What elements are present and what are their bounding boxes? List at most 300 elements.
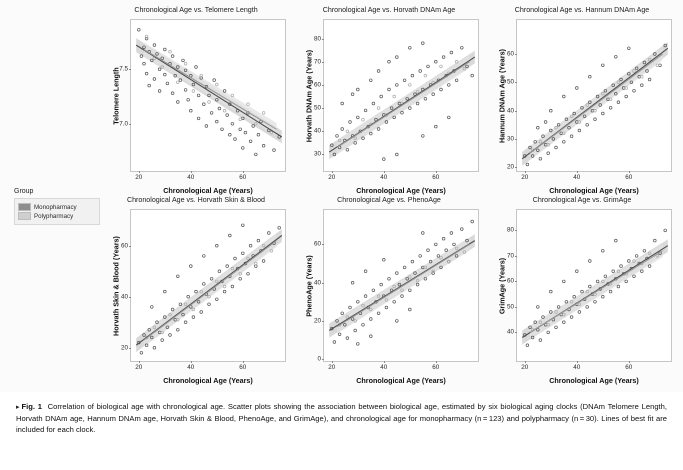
x-tick-mark [384, 361, 385, 363]
x-tick-mark [332, 361, 333, 363]
data-point [333, 341, 336, 344]
data-point [210, 112, 213, 115]
data-point [267, 232, 270, 235]
data-point [362, 323, 365, 326]
data-point [346, 337, 349, 340]
y-tick-label: 60 [120, 242, 128, 250]
data-point [403, 79, 406, 82]
y-axis-label-3: Horvath Skin & Blood (Years) [111, 235, 121, 336]
data-point [249, 140, 252, 143]
data-point [440, 65, 443, 68]
y-tick-label: 80 [313, 35, 321, 43]
data-point [184, 89, 187, 92]
chart-plot-area-3 [120, 209, 286, 371]
data-point [341, 102, 344, 105]
x-tick-mark [191, 171, 192, 173]
data-point [218, 270, 221, 273]
x-tick-label: 40 [573, 364, 581, 371]
data-point [166, 82, 169, 85]
y-tick-label: 7.0 [119, 120, 128, 128]
legend-swatch-polypharmacy [18, 212, 31, 220]
data-point [176, 81, 179, 84]
data-point [382, 158, 385, 161]
data-point [208, 101, 211, 104]
data-point [197, 117, 200, 120]
y-tick-label: 40 [506, 107, 514, 115]
chart-panel-1 [293, 6, 485, 196]
data-point [364, 270, 367, 273]
y-tick-mark [322, 108, 324, 109]
data-point [205, 125, 208, 128]
figure-caption [0, 392, 683, 470]
x-tick-label: 20 [521, 364, 529, 371]
data-point [411, 74, 414, 77]
y-tick-label: 40 [120, 293, 128, 301]
data-point [578, 311, 581, 314]
data-point [364, 295, 367, 298]
x-tick-mark [139, 171, 140, 173]
data-point [395, 320, 398, 323]
data-point [549, 290, 552, 293]
y-tick-mark [322, 85, 324, 86]
data-point [169, 334, 172, 337]
legend-title: Group [14, 188, 34, 195]
x-tick-label: 40 [380, 364, 388, 371]
chart-title-5: Chronological Age vs. GrimAge [532, 196, 632, 204]
data-point [278, 226, 281, 229]
x-axis-label-4: Chronological Age (Years) [356, 376, 446, 385]
chart-plot-area-4 [313, 209, 479, 371]
fit-line [136, 236, 282, 346]
data-point [176, 101, 179, 104]
data-point [570, 135, 573, 138]
data-point [341, 312, 344, 315]
data-point [176, 328, 179, 331]
y-tick-mark [515, 82, 517, 83]
x-tick-label: 60 [239, 174, 247, 181]
legend-label-monopharmacy: Monopharmacy [34, 203, 77, 211]
data-point [625, 95, 628, 98]
data-point [369, 132, 372, 135]
data-point [395, 56, 398, 59]
data-point [231, 285, 234, 288]
y-tick-label: 40 [506, 328, 514, 336]
data-point [555, 326, 558, 329]
chart-title-1: Chronological Age vs. Horvath DNAm Age [322, 6, 456, 14]
data-point [427, 65, 430, 68]
data-point [362, 118, 365, 121]
data-point [604, 275, 607, 278]
y-tick-label: 20 [120, 344, 128, 352]
y-tick-mark [322, 39, 324, 40]
chart-panel-3 [100, 196, 292, 386]
y-tick-mark [515, 54, 517, 55]
data-point [239, 128, 242, 131]
legend-swatch-monopharmacy [18, 203, 31, 211]
data-point [416, 102, 419, 105]
data-point [421, 42, 424, 45]
data-point [408, 289, 411, 292]
data-point [586, 123, 589, 126]
data-point [226, 265, 229, 268]
data-point [234, 138, 237, 141]
chart-plot-area-5 [506, 209, 672, 371]
fit-line [337, 62, 470, 148]
x-tick-mark [577, 171, 578, 173]
data-point [145, 72, 148, 75]
y-tick-mark [515, 332, 517, 333]
data-point [620, 265, 623, 268]
data-point [262, 112, 265, 115]
data-point [635, 255, 638, 258]
data-point [202, 283, 205, 286]
data-point [257, 239, 260, 242]
data-point [612, 270, 615, 273]
data-point [369, 335, 372, 338]
data-point [643, 249, 646, 252]
data-point [202, 255, 205, 258]
data-point [648, 78, 651, 81]
y-tick-label: 60 [506, 50, 514, 58]
data-point [380, 283, 383, 286]
data-point [241, 147, 244, 150]
data-point [184, 62, 187, 65]
data-point [215, 244, 218, 247]
chart-canvas-4 [324, 210, 480, 363]
y-tick-label: 60 [506, 277, 514, 285]
y-tick-mark [515, 111, 517, 112]
data-point [187, 98, 190, 101]
data-point [547, 331, 550, 334]
x-tick-mark [629, 361, 630, 363]
data-point [609, 106, 612, 109]
data-point [364, 109, 367, 112]
data-point [247, 103, 250, 106]
data-point [273, 149, 276, 152]
data-point [150, 306, 153, 309]
data-point [434, 243, 437, 246]
data-point [228, 133, 231, 136]
y-tick-mark [322, 154, 324, 155]
data-point [536, 306, 539, 309]
data-point [192, 316, 195, 319]
chart-title-4: Chronological Age vs. PhenoAge [337, 196, 441, 204]
data-point [385, 306, 388, 309]
y-tick-label: 50 [313, 104, 321, 112]
fit-line [337, 244, 470, 326]
y-tick-label: 80 [506, 226, 514, 234]
data-point [578, 129, 581, 132]
data-point [640, 84, 643, 87]
data-point [640, 270, 643, 273]
data-point [241, 252, 244, 255]
y-tick-label: 7.5 [119, 65, 128, 73]
data-point [377, 128, 380, 131]
y-tick-mark [515, 307, 517, 308]
data-point [171, 55, 174, 58]
y-axis-label-0: Telomere Length [111, 66, 121, 125]
data-point [416, 283, 419, 286]
data-point [161, 339, 164, 342]
y-tick-label: 70 [313, 58, 321, 66]
data-point [617, 285, 620, 288]
y-tick-label: 50 [506, 303, 514, 311]
data-point [536, 126, 539, 129]
data-point [471, 74, 474, 77]
data-point [215, 298, 218, 301]
data-point [395, 272, 398, 275]
data-point [526, 344, 529, 347]
data-point [421, 135, 424, 138]
data-point [356, 116, 359, 119]
data-point [460, 228, 463, 231]
data-point [403, 266, 406, 269]
data-point [218, 107, 221, 110]
data-point [163, 73, 166, 76]
data-point [434, 125, 437, 128]
data-point [356, 300, 359, 303]
chart-title-3: Chronological Age vs. Horvath Skin & Blood [126, 196, 265, 204]
data-point [187, 295, 190, 298]
data-point [163, 48, 166, 51]
data-point [349, 121, 352, 124]
legend-item-monopharmacy [18, 203, 96, 211]
data-point [562, 321, 565, 324]
panel-grid [100, 6, 678, 386]
y-tick-label: 30 [506, 135, 514, 143]
y-tick-label: 50 [506, 78, 514, 86]
x-tick-mark [384, 171, 385, 173]
data-point [200, 311, 203, 314]
data-point [148, 84, 151, 87]
data-point [601, 295, 604, 298]
data-point [349, 306, 352, 309]
data-point [215, 120, 218, 123]
y-tick-mark [129, 124, 131, 125]
data-point [575, 270, 578, 273]
data-point [163, 290, 166, 293]
data-point [539, 157, 542, 160]
data-point [158, 90, 161, 93]
data-point [369, 79, 372, 82]
y-tick-mark [515, 230, 517, 231]
data-point [169, 50, 172, 53]
data-point [442, 237, 445, 240]
data-point [137, 28, 140, 31]
y-tick-mark [322, 283, 324, 284]
y-tick-label: 60 [313, 81, 321, 89]
data-point [526, 163, 529, 166]
data-point [338, 333, 341, 336]
data-point [586, 306, 589, 309]
data-point [575, 87, 578, 90]
legend-items [14, 198, 100, 225]
data-point [257, 133, 260, 136]
data-point [434, 60, 437, 63]
data-point [189, 265, 192, 268]
data-point [158, 68, 161, 71]
x-tick-label: 40 [573, 174, 581, 181]
x-tick-label: 20 [521, 174, 529, 181]
x-axis-label-0: Chronological Age (Years) [163, 186, 253, 195]
chart-plot-area-0 [119, 19, 286, 181]
x-tick-label: 20 [328, 364, 336, 371]
x-tick-mark [525, 361, 526, 363]
x-tick-label: 60 [432, 174, 440, 181]
data-point [596, 280, 599, 283]
data-point [442, 56, 445, 59]
y-tick-mark [129, 69, 131, 70]
data-point [544, 121, 547, 124]
y-tick-label: 70 [506, 252, 514, 260]
x-tick-label: 60 [432, 364, 440, 371]
y-tick-mark [129, 246, 131, 247]
legend-label-polypharmacy: Polypharmacy [34, 212, 74, 220]
data-point [377, 70, 380, 73]
data-point [614, 55, 617, 58]
data-point [573, 295, 576, 298]
chart-canvas-3 [131, 210, 287, 363]
data-point [447, 84, 450, 87]
x-tick-label: 40 [380, 174, 388, 181]
data-point [450, 232, 453, 235]
data-point [614, 239, 617, 242]
data-point [408, 308, 411, 311]
data-point [565, 300, 568, 303]
data-point [195, 290, 198, 293]
data-point [210, 277, 213, 280]
caption-figure-number: Fig. 1 [21, 402, 43, 411]
data-point [184, 321, 187, 324]
legend [14, 188, 100, 225]
chart-panel-4 [293, 196, 485, 386]
data-point [189, 109, 192, 112]
data-point [382, 258, 385, 261]
data-point [239, 277, 242, 280]
chart-canvas-2 [517, 20, 673, 173]
data-point [617, 101, 620, 104]
data-point [388, 60, 391, 63]
data-point [195, 66, 198, 69]
data-point [249, 244, 252, 247]
x-tick-mark [436, 361, 437, 363]
chart-panel-2 [486, 6, 678, 196]
data-point [440, 88, 443, 91]
chart-canvas-1 [324, 20, 480, 173]
data-point [627, 47, 630, 50]
data-point [254, 153, 257, 156]
data-point [419, 255, 422, 258]
data-point [262, 260, 265, 263]
x-tick-label: 60 [625, 364, 633, 371]
x-tick-mark [525, 171, 526, 173]
data-point [570, 316, 573, 319]
data-point [601, 112, 604, 115]
data-point [356, 88, 359, 91]
x-axis-label-5: Chronological Age (Years) [549, 376, 639, 385]
data-point [455, 79, 458, 82]
chart-plot-area-1 [313, 19, 479, 181]
y-axis-label-5: GrimAge (Years) [497, 257, 507, 314]
data-point [588, 260, 591, 263]
data-point [244, 131, 247, 134]
y-tick-label: 40 [313, 279, 321, 287]
data-point [341, 128, 344, 131]
data-point [424, 74, 427, 77]
y-tick-label: 40 [313, 127, 321, 135]
y-tick-mark [322, 131, 324, 132]
data-point [143, 62, 146, 65]
data-point [601, 249, 604, 252]
x-tick-label: 60 [625, 174, 633, 181]
fit-line [530, 251, 663, 333]
data-point [336, 135, 339, 138]
chart-plot-area-2 [506, 19, 672, 181]
x-tick-mark [191, 361, 192, 363]
data-point [562, 140, 565, 143]
y-axis-label-2: Hannum DNAm Age (Years) [497, 48, 507, 143]
y-tick-mark [129, 348, 131, 349]
data-point [581, 290, 584, 293]
caption-text: Correlation of biological age with chronological age. Scatter plots showing the association between biological age, estimated by six biological aging clocks (DNAm Telomere Length, Horvath DNAm age, Hannum DNAm age, Horvath Skin & Blood, PhenoAge, and GrimAge), and chronological age for monopharmacy (n = 123) and polypharmacy (n = 30). Lines of best fit are included for each clock. [16, 402, 667, 435]
x-tick-label: 40 [187, 174, 195, 181]
data-point [351, 93, 354, 96]
data-point [421, 232, 424, 235]
data-point [424, 97, 427, 100]
data-point [377, 107, 380, 110]
data-point [547, 152, 550, 155]
data-point [395, 153, 398, 156]
data-point [171, 308, 174, 311]
data-point [346, 130, 349, 133]
x-tick-label: 20 [328, 174, 336, 181]
data-point [377, 312, 380, 315]
data-point [432, 93, 435, 96]
x-tick-mark [332, 171, 333, 173]
data-point [664, 229, 667, 232]
data-point [419, 70, 422, 73]
x-axis-label-2: Chronological Age (Years) [549, 186, 639, 195]
y-tick-mark [322, 244, 324, 245]
chart-panel-0 [100, 6, 292, 196]
data-point [241, 224, 244, 227]
x-tick-label: 20 [135, 174, 143, 181]
data-point [408, 84, 411, 87]
data-point [354, 329, 357, 332]
y-tick-mark [515, 256, 517, 257]
data-point [427, 249, 430, 252]
x-tick-mark [629, 171, 630, 173]
x-axis-label-1: Chronological Age (Years) [356, 186, 446, 195]
data-point [601, 64, 604, 67]
data-point [202, 103, 205, 106]
data-point [388, 88, 391, 91]
y-tick-mark [322, 359, 324, 360]
data-point [388, 277, 391, 280]
chart-title-2: Chronological Age vs. Hannum DNAm Age [514, 6, 650, 14]
data-point [346, 148, 349, 151]
x-tick-label: 40 [187, 364, 195, 371]
data-point [356, 343, 359, 346]
x-tick-mark [577, 361, 578, 363]
data-point [140, 351, 143, 354]
data-point [247, 272, 250, 275]
y-tick-mark [515, 281, 517, 282]
caption-marker: ▸ [16, 404, 20, 411]
data-point [197, 94, 200, 97]
data-point [372, 289, 375, 292]
data-point [351, 281, 354, 284]
